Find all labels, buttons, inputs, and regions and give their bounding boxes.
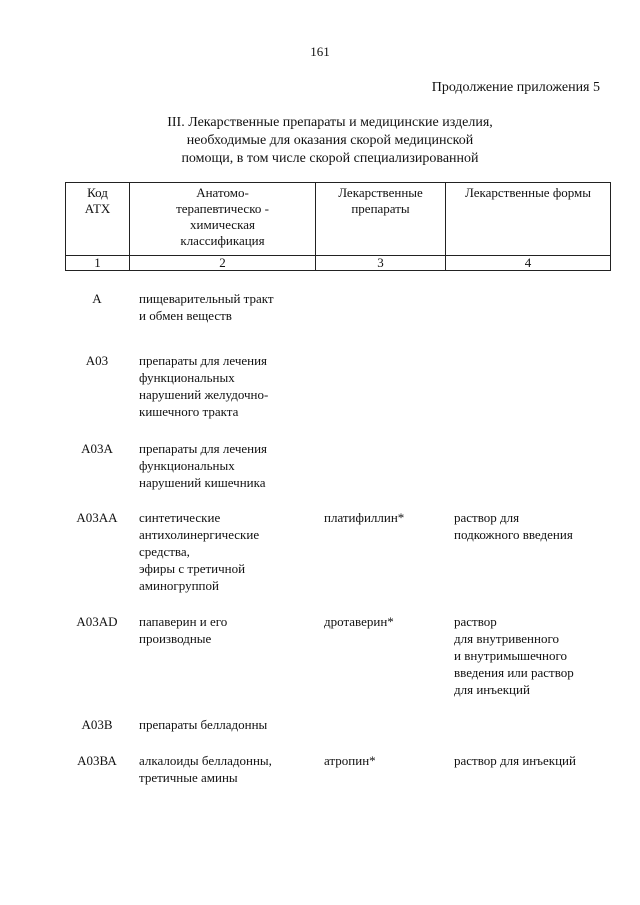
- section-title: [120, 114, 540, 168]
- section-title-line: помощи, в том числе скорой специализированной: [181, 151, 479, 166]
- classification-text: препараты для лечения функциональных нарушений желудочно- кишечного тракта: [139, 353, 269, 419]
- section-title-line: необходимые для оказания скорой медицинской: [186, 133, 474, 148]
- column-number: 1: [66, 256, 130, 271]
- atc-code: А03В: [81, 717, 113, 732]
- column-number: 4: [446, 256, 611, 271]
- atc-code: А03AD: [76, 614, 118, 629]
- classification-text: пищеварительный тракт и обмен веществ: [139, 291, 274, 323]
- header-dosage-forms: Лекарственные формы: [446, 183, 611, 256]
- dosage-form: раствор для подкожного введения: [454, 510, 573, 542]
- dosage-form: раствор для внутривенного и внутримышечного введения или раствор для инъекций: [454, 614, 574, 697]
- classification-text: синтетические антихолинергические средства, эфиры с третичной аминогруппой: [139, 510, 260, 593]
- header-drugs: Лекарственные препараты: [316, 183, 446, 256]
- appendix-continuation-note: Продолжение приложения 5: [431, 80, 600, 95]
- classification-text: препараты для лечения функциональных нарушений кишечника: [139, 441, 268, 490]
- atc-code: А03АА: [76, 510, 118, 525]
- table-header: [65, 182, 611, 271]
- header-classification: Анатомо- терапевтическо - химическая классификация: [130, 183, 316, 256]
- classification-text: папаверин и его производные: [139, 614, 228, 646]
- classification-text: препараты белладонны: [139, 717, 268, 732]
- column-number: 3: [316, 256, 446, 271]
- atc-code: А03ВА: [77, 753, 117, 768]
- header-atc-code: Код АТХ: [66, 183, 130, 256]
- atc-code: А03: [85, 353, 109, 368]
- drug-name: дротаверин*: [324, 614, 394, 629]
- page-number: 161: [310, 44, 330, 59]
- atc-code: А03А: [81, 441, 113, 456]
- column-number-row: [66, 256, 611, 271]
- drug-name: платифиллин*: [324, 510, 405, 525]
- column-number: 2: [130, 256, 316, 271]
- atc-code: А: [92, 291, 102, 306]
- dosage-form: раствор для инъекций: [454, 753, 576, 768]
- section-title-line: III. Лекарственные препараты и медицинские изделия,: [167, 115, 493, 130]
- classification-text: алкалоиды белладонны, третичные амины: [139, 753, 272, 785]
- drug-name: атропин*: [324, 753, 376, 768]
- header-row: [66, 183, 611, 256]
